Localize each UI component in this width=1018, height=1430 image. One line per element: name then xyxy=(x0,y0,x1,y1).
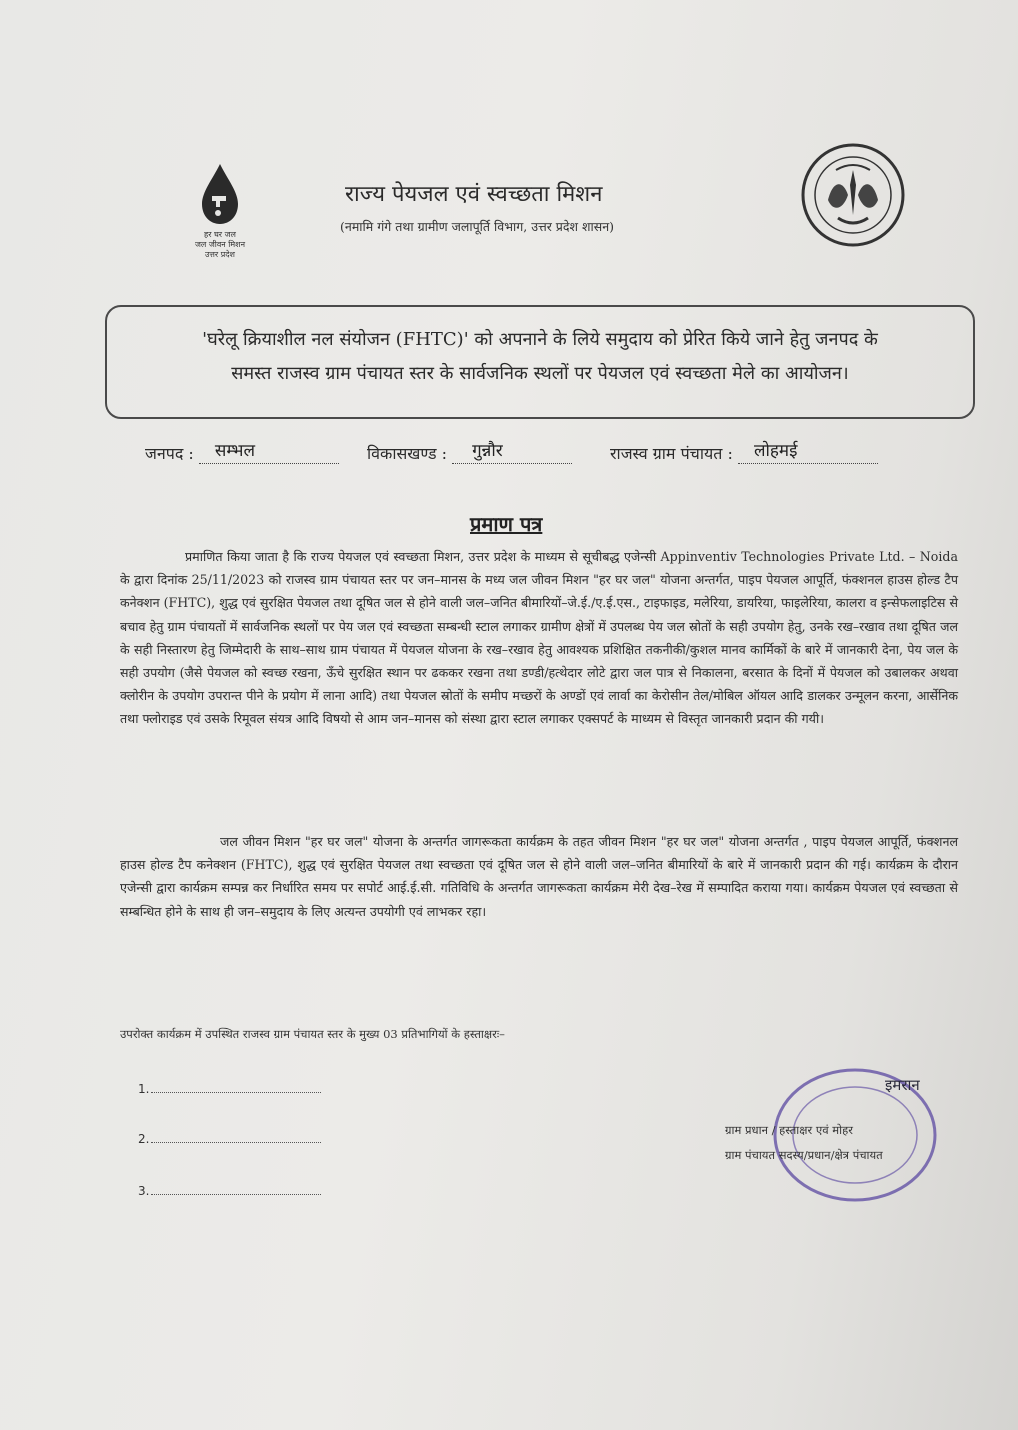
signature-intro: उपरोक्त कार्यक्रम में उपस्थित राजस्व ग्राम पंचायत स्तर के मुख्य 03 प्रतिभागियों के हस्ताक्षरः– xyxy=(120,1027,505,1041)
stamp-line-2: ग्राम पंचायत सदस्य/प्रधान/क्षेत्र पंचायत xyxy=(725,1148,883,1162)
block-value: गुन्नौर xyxy=(472,441,503,461)
panchayat-label: राजस्व ग्राम पंचायत : xyxy=(610,444,733,463)
certificate-heading: प्रमाण पत्र xyxy=(470,512,543,536)
logo-caption-1: हर घर जल xyxy=(204,230,236,239)
panchayat-value: लोहमई xyxy=(753,441,798,461)
signature-line-2: 2. xyxy=(138,1132,321,1146)
up-government-seal-icon xyxy=(798,140,908,250)
banner-line-2: समस्त राजस्व ग्राम पंचायत स्तर के सार्वजनिक स्थलों पर पेयजल एवं स्वच्छता मेले का आयोजन। xyxy=(231,363,849,384)
district-line xyxy=(199,443,339,464)
body-paragraph-1: प्रमाणित किया जाता है कि राज्य पेयजल एवं स्वच्छता मिशन, उत्तर प्रदेश के माध्यम से सूचीबद्ध एजेन्सी Appinventiv Technologies Private Ltd. – Noida के द्वारा दिनांक 25/11/2023 को राजस्व ग्राम पंचायत स्तर पर जन–मानस के मध्य जल जीवन मिशन "हर घर जल" योजना अन्तर्गत, पाइप पेयजल आपूर्ति, फंक्शनल हाउस होल्ड टैप कनेक्शन (FHTC), शुद्ध एवं सुरक्षित पेयजल तथा दूषित जल से होने वाली जल–जनित बीमारियों–जे.ई./ए.ई.एस., टाइफाइड, मलेरिया, डायरिया, फाइलेरिया, कालरा व इन्सेफलाइटिस से बचाव हेतु ग्राम पंचायतों में सार्वजनिक स्थलों पर पेय जल एवं स्वच्छता सम्बन्धी स्टाल लगाकर ग्रामीण क्षेत्रों में उपलब्ध पेय जल स्रोतों के सही उपयोग हेतु, उनके रख–रखाव तथा दूषित जल के सही निस्तारण हेतु जिम्मेदारी के साथ–साथ ग्राम पंचायत में पेयजल योजना के रख–रखाव हेतु आवश्यक प्रशिक्षित तकनीकी/कुशल मानव कार्मिकों के बारे में जानकारी देना, पेय जल के सही उपयोग (जैसे पेयजल को स्वच्छ रखना, ऊँचे सुरक्षित स्थान पर ढककर रखना तथा डण्डी/हत्थेदार लोटे द्वारा जल पात्र से निकालना, बरसात के दिनों में पेयजल को उबालकर अथवा क्लोरीन के उपयोग उपरान्त पीने के प्रयोग में लाना आदि) तथा पेयजल स्रोतों के समीप मच्छरों के अण्डों एवं लार्वा का केरोसीन तेल/मोबिल ऑयल आदि डालकर उन्मूलन करना, आर्सेनिक तथा फ्लोराइड एवं उसके रिमूवल संयत्र आदि विषयो से आम जन–मानस को संस्था द्वारा स्टाल लगाकर एक्सपर्ट के माध्यम से विस्तृत जानकारी प्रदान की गयी। xyxy=(120,549,958,727)
event-banner xyxy=(105,305,975,419)
signature-line-1: 1. xyxy=(138,1082,321,1096)
handwritten-note: इमरान xyxy=(885,1076,920,1094)
panchayat-field xyxy=(610,442,878,464)
banner-line-1: 'घरेलू क्रियाशील नल संयोजन (FHTC)' को अपनाने के लिये समुदाय को प्रेरित किये जाने हेतु जनपद के xyxy=(202,329,878,350)
block-label: विकासखण्ड : xyxy=(367,444,448,463)
logo-caption-2: जल जीवन मिशन xyxy=(194,240,246,249)
page-subtitle: (नमामि गंगे तथा ग्रामीण जलापूर्ति विभाग, उत्तर प्रदेश शासन) xyxy=(340,219,615,234)
har-ghar-jal-logo xyxy=(180,160,260,260)
block-field xyxy=(367,442,572,464)
block-line xyxy=(452,443,572,464)
panchayat-line xyxy=(738,443,878,464)
body-paragraph-2: जल जीवन मिशन "हर घर जल" योजना के अन्तर्गत जागरूकता कार्यक्रम के तहत जीवन मिशन "हर घर जल" योजना अन्तर्गत , पाइप पेयजल आपूर्ति, फंक्शनल हाउस होल्ड टैप कनेक्शन (FHTC), शुद्ध एवं सुरक्षित पेयजल तथा स्वच्छता एवं दूषित जल से होने वाली जल–जनित बीमारियों के बारे में जानकारी प्रदान की गई। कार्यक्रम के दौरान एजेन्सी द्वारा कार्यक्रम सम्पन्न कर निर्धारित समय पर सपोर्ट आई.ई.सी. गतिविधि के अन्तर्गत जागरूकता कार्यक्रम मेरी देख–रेख में सम्पादित कराया गया। कार्यक्रम पेयजल एवं स्वच्छता से सम्बन्धित होने के साथ ही जन–समुदाय के लिए अत्यन्त उपयोगी एवं लाभकर रहा। xyxy=(120,834,958,919)
district-field xyxy=(145,442,339,464)
signature-line-3: 3. xyxy=(138,1184,321,1198)
page-title: राज्य पेयजल एवं स्वच्छता मिशन xyxy=(345,182,603,207)
district-label: जनपद : xyxy=(145,444,194,463)
district-value: सम्भल xyxy=(214,441,255,461)
stamp-line-1: ग्राम प्रधान / हस्ताक्षर एवं मोहर xyxy=(725,1123,853,1137)
logo-caption-3: उत्तर प्रदेश xyxy=(205,250,235,259)
water-drop-tap-icon xyxy=(190,160,250,230)
